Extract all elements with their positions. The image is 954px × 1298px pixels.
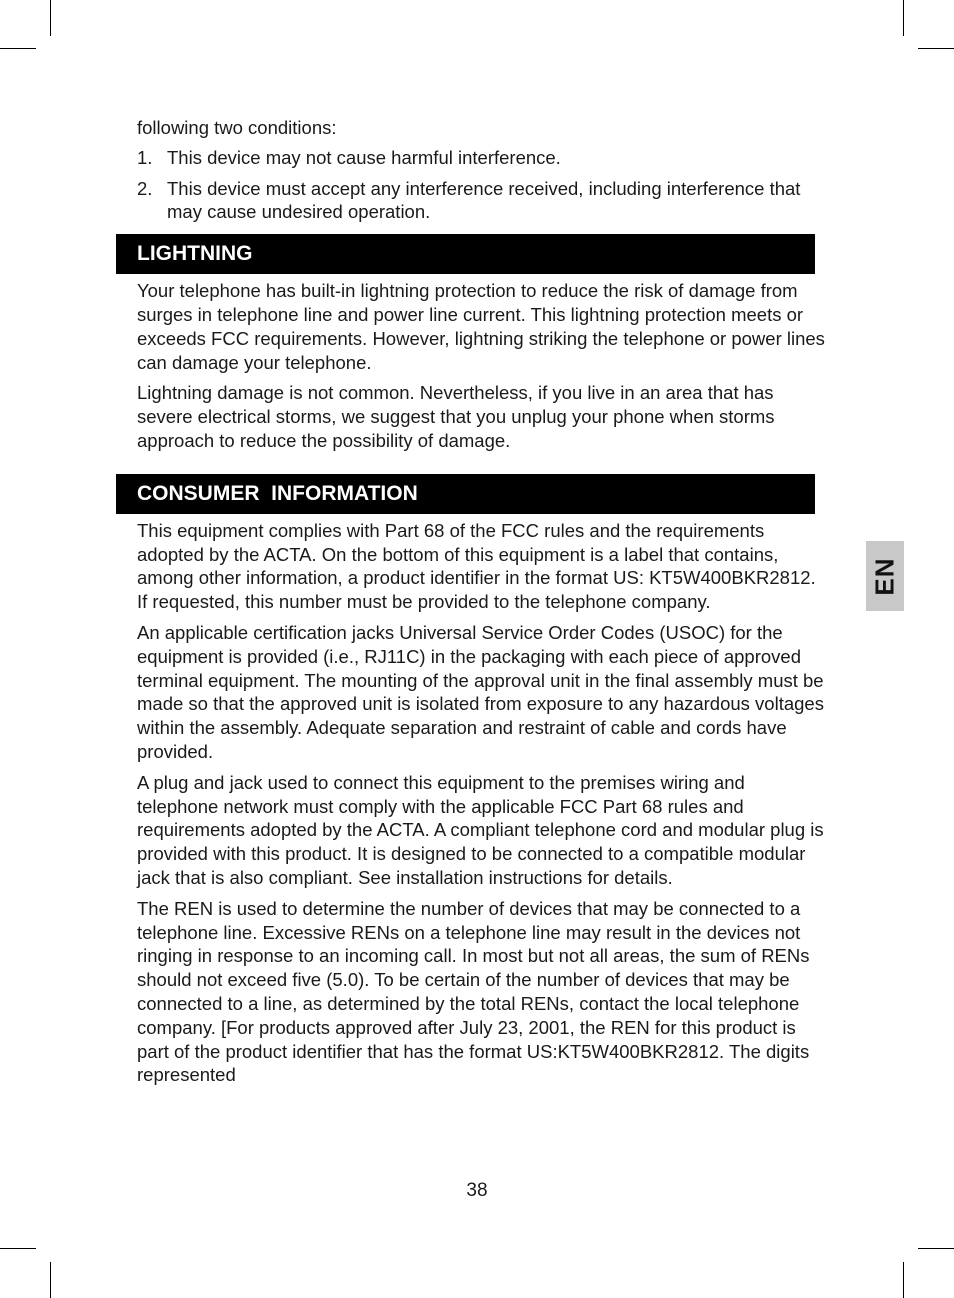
page-content xyxy=(137,116,827,1094)
crop-mark-bottom-left-horizontal xyxy=(0,1248,36,1249)
crop-mark-top-right-vertical xyxy=(903,0,904,36)
crop-mark-top-left-vertical xyxy=(50,0,51,36)
crop-mark-top-right-horizontal xyxy=(918,48,954,49)
crop-mark-top-left-horizontal xyxy=(0,48,36,49)
crop-mark-bottom-right-horizontal xyxy=(918,1248,954,1249)
lightning-paragraph: Lightning damage is not common. Nevertheless, if you live in an area that has severe electrical storms, we suggest that you unplug your phone when storms approach to reduce the possibility of damage. xyxy=(137,382,775,451)
language-tab-label: EN xyxy=(869,556,900,596)
language-tab xyxy=(866,541,904,611)
conditions-list xyxy=(137,146,827,224)
condition-number: 1. xyxy=(137,146,153,168)
crop-mark-bottom-right-vertical xyxy=(903,1262,904,1298)
consumer-information-heading: CONSUMER INFORMATION xyxy=(116,474,815,514)
intro-lead: following two conditions: xyxy=(137,117,337,138)
lightning-paragraph: Your telephone has built-in lightning protection to reduce the risk of damage from surges in telephone line and power line current. This lightning protection meets or exceeds FCC requirements. However, lightning striking the telephone or power lines can damage your telephone. xyxy=(137,280,825,373)
condition-number: 2. xyxy=(137,177,153,199)
condition-item xyxy=(137,177,827,225)
condition-text: This device may not cause harmful interference. xyxy=(167,146,561,168)
lightning-heading: LIGHTNING xyxy=(116,234,815,274)
consumer-paragraph: The REN is used to determine the number of devices that may be connected to a telephone line. Excessive RENs on a telephone line may result in the devices not ringing in response to an incoming call. In most but not all areas, the sum of RENs should not exceed five (5.0). To be certain of the number of devices that may be connected to a line, as determined by the total RENs, contact the local telephone company. [For products approved after July 23, 2001, the REN for this product is part of the product identifier that has the format US:KT5W400BKR2812. The digits represented xyxy=(137,897,810,1086)
condition-text: This device must accept any interference received, including interference that may cause undesired operation. xyxy=(167,177,801,223)
condition-item xyxy=(137,146,827,170)
crop-mark-bottom-left-vertical xyxy=(50,1262,51,1298)
consumer-paragraph: This equipment complies with Part 68 of the FCC rules and the requirements adopted by the ACTA. On the bottom of this equipment is a label that contains, among other information, a product identifier in the format US: KT5W400BKR2812. If requested, this number must be provided to the telephone company. xyxy=(137,519,816,613)
consumer-paragraph: An applicable certification jacks Universal Service Order Codes (USOC) for the equipment is provided (i.e., RJ11C) in the packaging with each piece of approved terminal equipment. The mounting of the approval unit in the final assembly must be made so that the approved unit is isolated from exposure to any hazardous voltages within the assembly. Adequate separation and restraint of cable and cords have provided. xyxy=(137,621,824,762)
consumer-paragraph: A plug and jack used to connect this equipment to the premises wiring and telephone network must comply with the applicable FCC Part 68 rules and requirements adopted by the ACTA. A compliant telephone cord and modular plug is provided with this product. It is designed to be connected to a compatible modular jack that is also compliant. See installation instructions for details. xyxy=(137,771,824,888)
page-number: 38 xyxy=(466,1180,488,1201)
